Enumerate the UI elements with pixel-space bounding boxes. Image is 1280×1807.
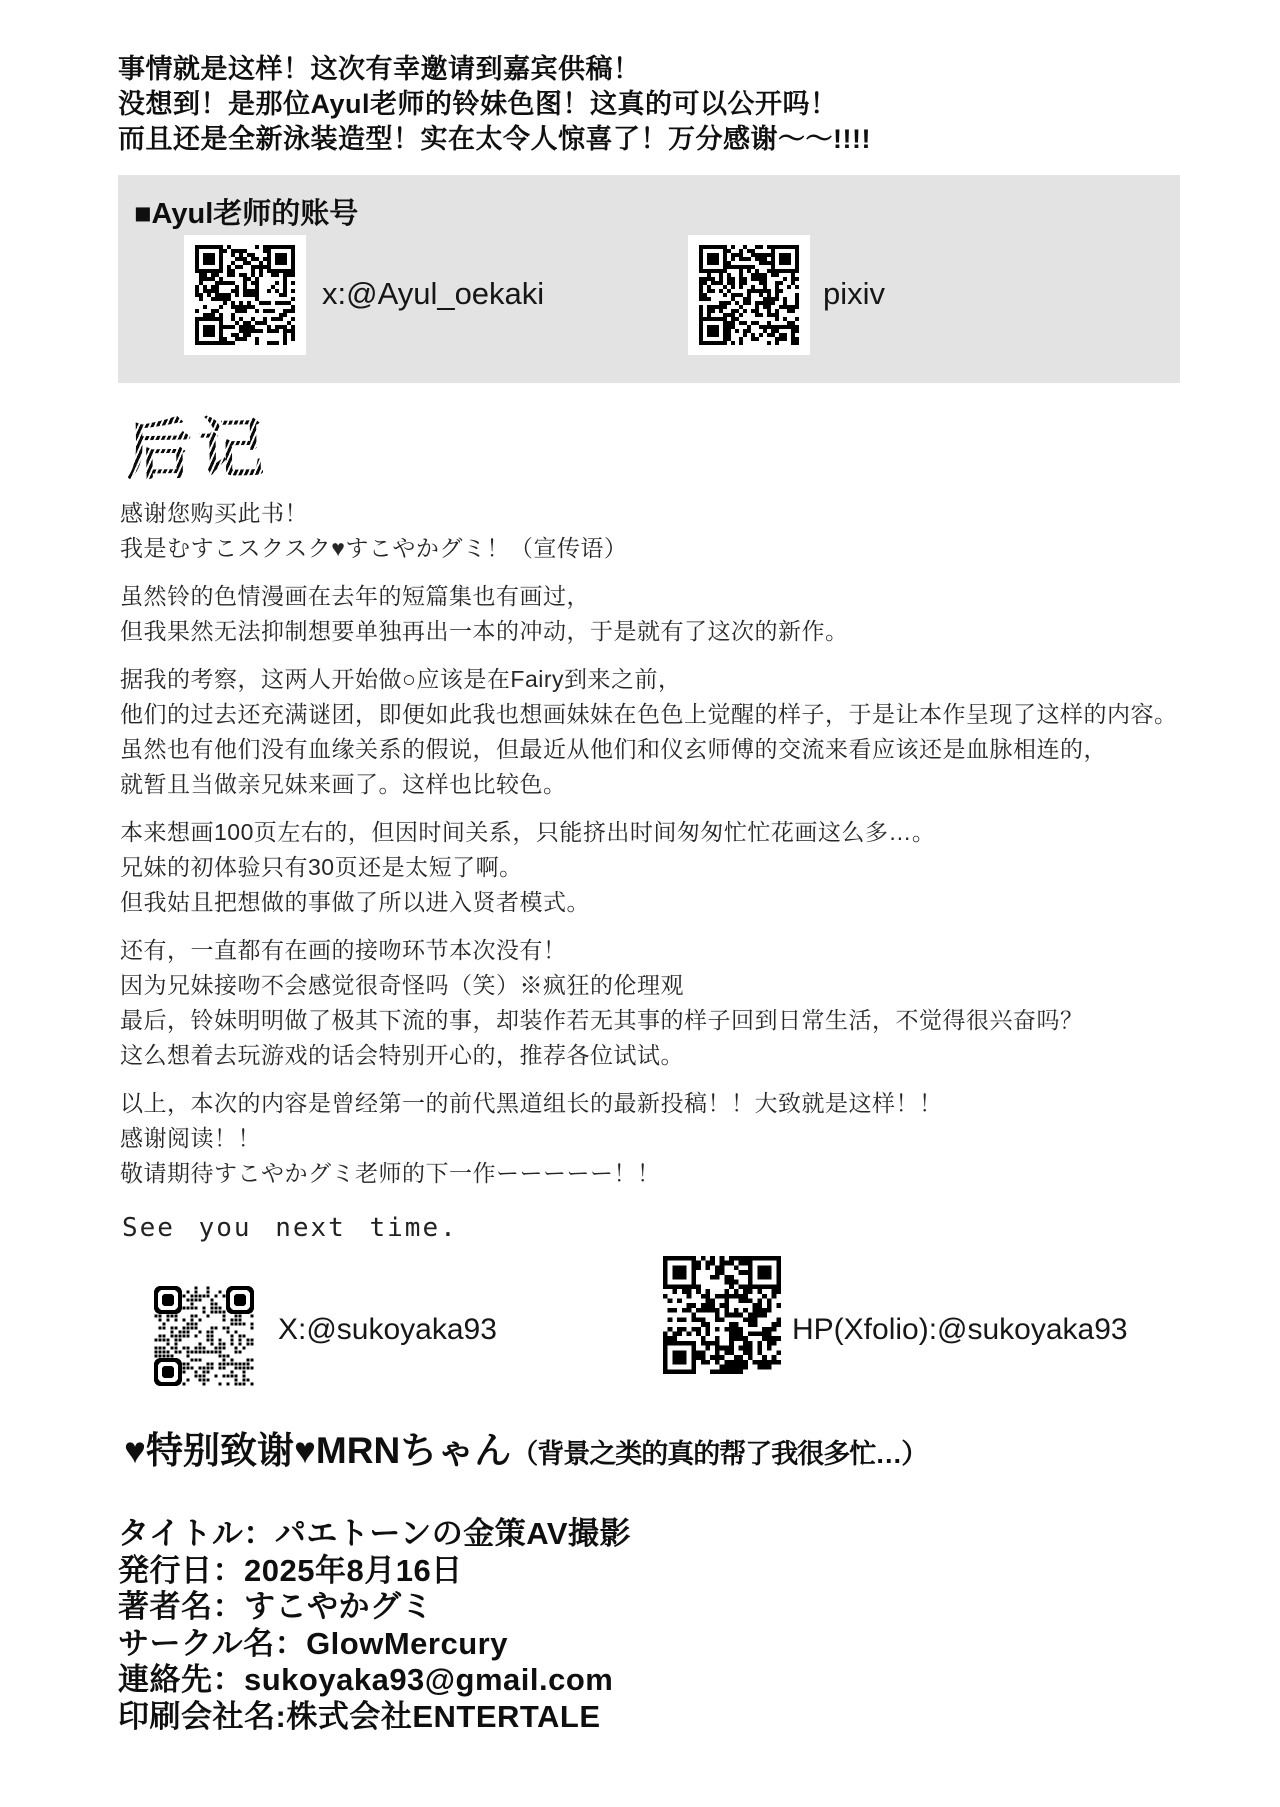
afterword-line: 他们的过去还充满谜团，即便如此我也想画妹妹在色色上觉醒的样子，于是让本作呈现了这样的内容。 xyxy=(120,701,1178,727)
intro-line: 事情就是这样！这次有幸邀请到嘉宾供稿！ xyxy=(118,54,641,84)
afterword-paragraph xyxy=(120,933,1200,1073)
afterword-line: 感谢阅读！！ xyxy=(120,1125,261,1151)
afterword-line: 最后，铃妹明明做了极其下流的事，却装作若无其事的样子回到日常生活，不觉得很兴奋吗？ xyxy=(120,1007,1084,1033)
afterword-line: 以上，本次的内容是曾经第一的前代黑道组长的最新投稿！！大致就是这样！！ xyxy=(120,1090,943,1116)
special-thanks xyxy=(124,1420,927,1474)
afterword-paragraph xyxy=(120,579,1200,649)
afterword-line: 但我姑且把想做的事做了所以进入贤者模式。 xyxy=(120,889,590,915)
afterword-line: 本来想画100页左右的，但因时间关系，只能挤出时间匆匆忙忙花画这么多…。 xyxy=(120,819,936,845)
afterword-paragraph xyxy=(120,662,1200,802)
intro-line: 没想到！是那位Ayul老师的铃妹色图！这真的可以公开吗！ xyxy=(118,89,838,119)
qr-code-ayul-x-icon xyxy=(184,235,306,355)
special-thanks-main: ♥特别致谢♥MRNちゃん xyxy=(124,1430,512,1471)
afterword-paragraph xyxy=(120,496,1200,566)
guest-account-box xyxy=(118,175,1180,383)
afterword-body xyxy=(120,496,1200,1204)
afterword-title: 后记 xyxy=(125,395,271,492)
afterword-line: 虽然也有他们没有血缘关系的假说，但最近从他们和仪玄师傅的交流来看应该还是血脉相连的， xyxy=(120,736,1107,762)
colophon-line: 印刷会社名:株式会社ENTERTALE xyxy=(118,1698,601,1734)
qr-code-ayul-pixiv-icon xyxy=(688,235,810,355)
afterword-paragraph xyxy=(120,1086,1200,1191)
guest-box-heading: ■Ayul老师的账号 xyxy=(134,198,359,230)
signoff-text: See you next time. xyxy=(122,1213,458,1243)
intro-text xyxy=(118,52,871,157)
afterword-line: 感谢您购买此书！ xyxy=(120,500,308,526)
afterword-line: 敬请期待すこやかグミ老师的下一作ーーーーー！！ xyxy=(120,1160,661,1186)
afterword-line: 还有，一直都有在画的接吻环节本次没有！ xyxy=(120,937,567,963)
afterword-line: 兄妹的初体验只有30页还是太短了啊。 xyxy=(120,854,523,880)
qr-label-ayul-pixiv: pixiv xyxy=(823,276,886,311)
qr-label-sukoyaka-hp: HP(Xfolio):@sukoyaka93 xyxy=(792,1313,1128,1346)
colophon-line: 発行日：2025年8月16日 xyxy=(118,1552,463,1588)
afterword-line: 这么想着去玩游戏的话会特别开心的，推荐各位试试。 xyxy=(120,1042,684,1068)
qr-label-sukoyaka-x: X:@sukoyaka93 xyxy=(278,1313,497,1346)
afterword-line: 但我果然无法抑制想要单独再出一本的冲动，于是就有了这次的新作。 xyxy=(120,618,849,644)
colophon-line: タイトル：パエトーンの金策AV撮影 xyxy=(118,1516,632,1551)
qr-label-ayul-x: x:@Ayul_oekaki xyxy=(322,276,545,311)
afterword-line: 因为兄妹接吻不会感觉很奇怪吗（笑）※疯狂的伦理观 xyxy=(120,972,684,998)
qr-code-sukoyaka-x-icon xyxy=(153,1285,255,1387)
afterword-line: 虽然铃的色情漫画在去年的短篇集也有画过， xyxy=(120,583,590,609)
intro-line: 而且还是全新泳装造型！实在太令人惊喜了！万分感谢〜〜!!!! xyxy=(118,124,871,154)
colophon-line: サークル名：GlowMercury xyxy=(118,1625,508,1661)
qr-code-sukoyaka-hp-icon xyxy=(662,1253,782,1377)
special-thanks-note: （背景之类的真的帮了我很多忙…） xyxy=(511,1439,928,1469)
afterword-line: 我是むすこスクスク♥すこやかグミ！（宣传语） xyxy=(120,535,628,561)
colophon-line: 著者名：すこやかグミ xyxy=(118,1589,433,1624)
colophon xyxy=(118,1516,631,1735)
afterword-line: 据我的考察，这两人开始做○应该是在Fairy到来之前， xyxy=(120,666,682,692)
colophon-line: 連絡先：sukoyaka93@gmail.com xyxy=(118,1662,614,1697)
afterword-line: 就暂且当做亲兄妹来画了。这样也比较色。 xyxy=(120,771,567,797)
afterword-paragraph xyxy=(120,815,1200,920)
